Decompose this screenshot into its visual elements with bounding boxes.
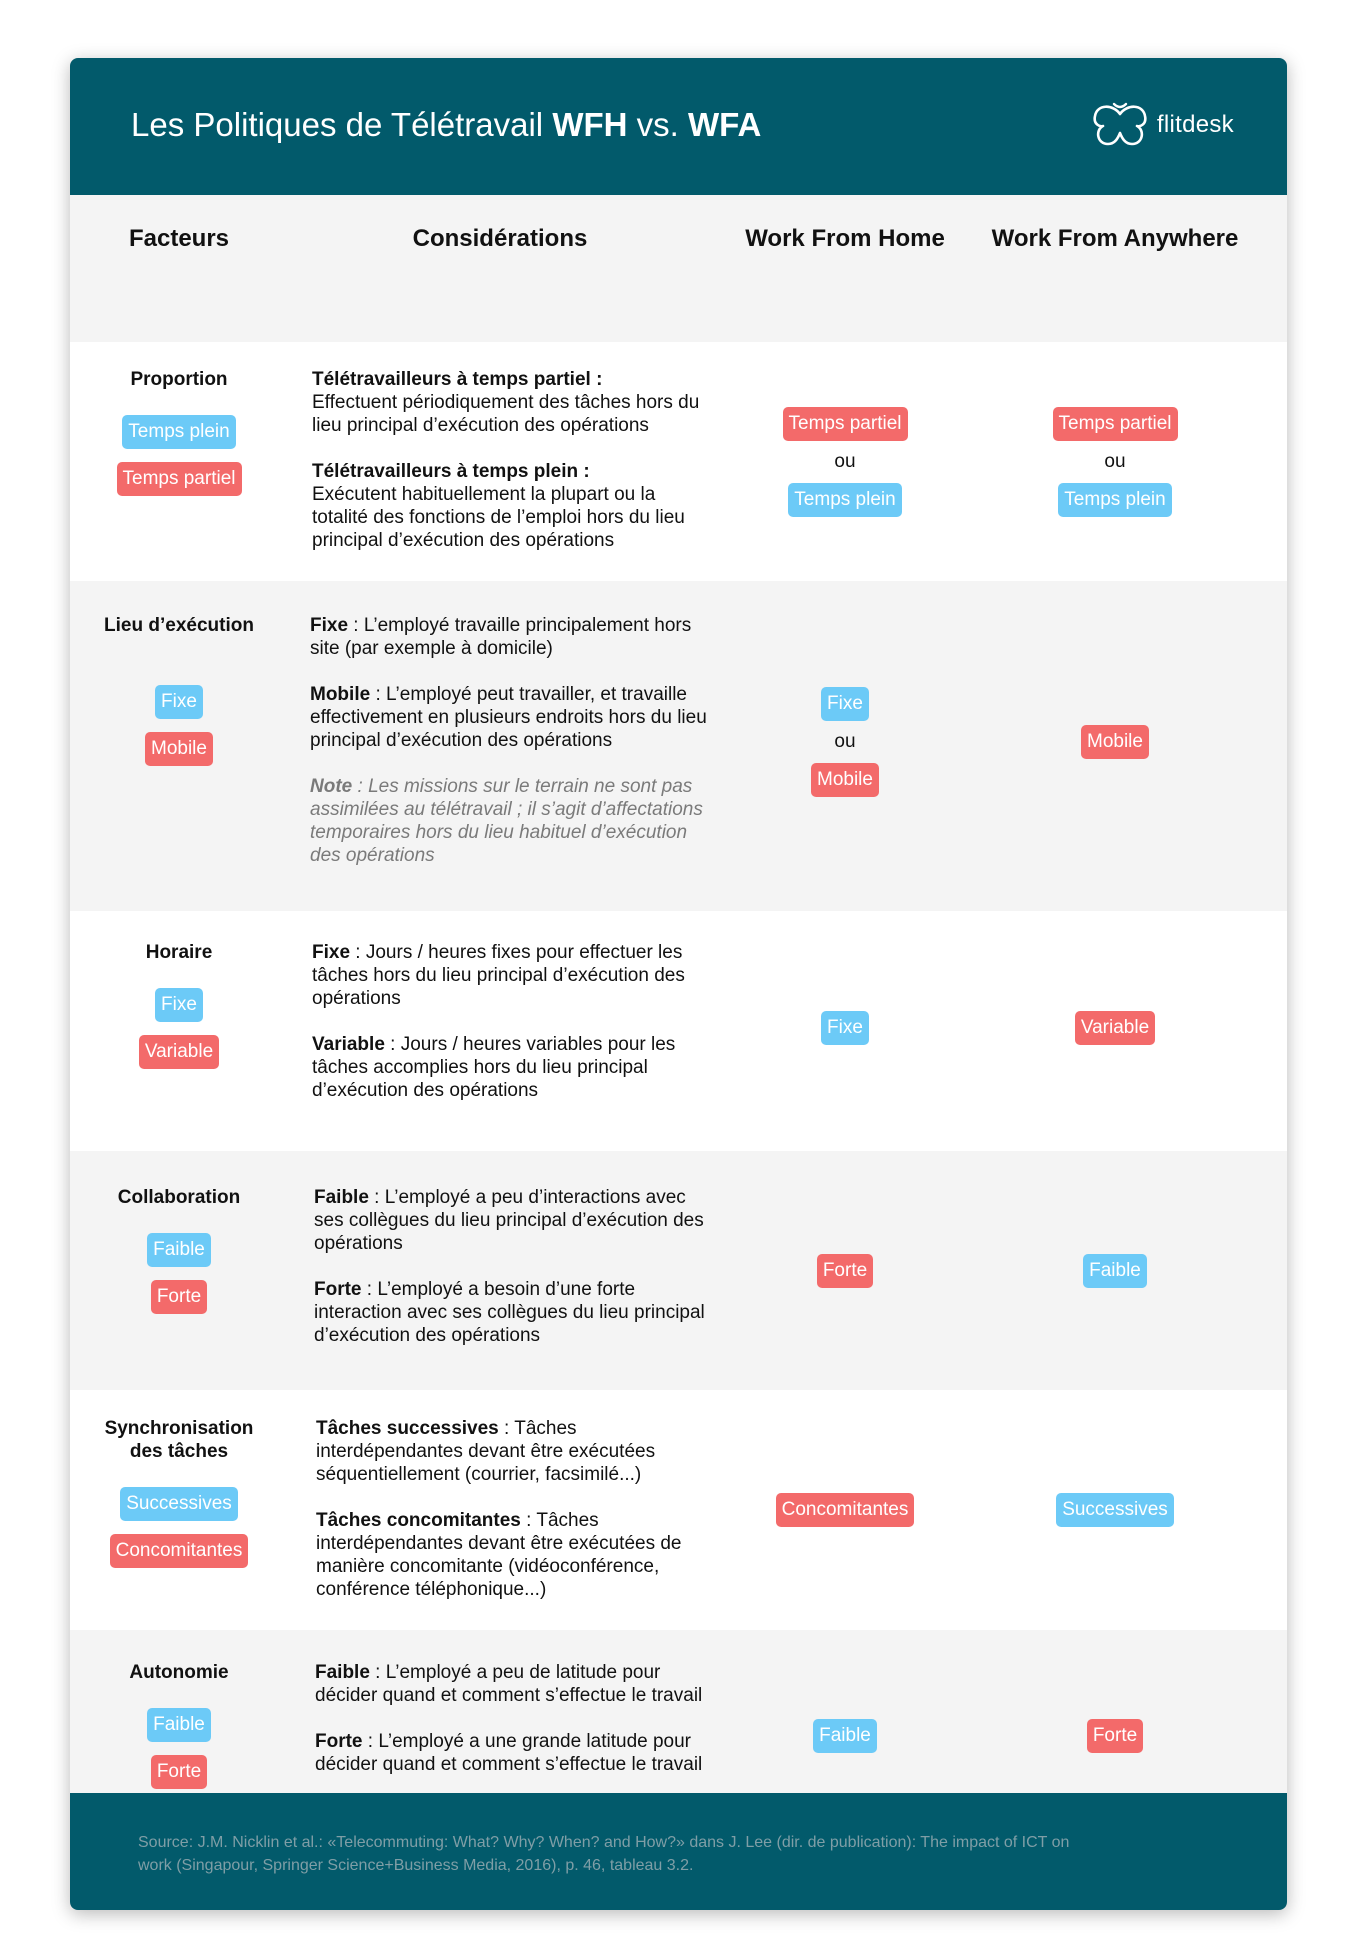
wfa-cell: [980, 1254, 1250, 1288]
factor-cell: [70, 941, 288, 1069]
factor-cell: [70, 1661, 288, 1789]
col-header-factors: Facteurs: [128, 225, 230, 252]
consideration-item: Fixe : L’employé travaille principalement hors site (par exemple à domicile): [310, 615, 692, 659]
considerations-cell: [315, 1661, 715, 1776]
considerations-cell: [310, 614, 710, 867]
page-title: Les Politiques de Télétravail WFH vs. WFA: [131, 106, 762, 143]
considerations-cell: [316, 1417, 716, 1601]
factor-pill: Successives: [120, 1487, 238, 1521]
factor-pill: Temps plein: [122, 415, 235, 449]
factor-pill: Variable: [139, 1035, 219, 1069]
wfa-value-pill: Faible: [1083, 1254, 1147, 1288]
source-citation: Source: J.M. Nicklin et al.: «Telecommuting: What? Why? When? and How?» dans J. Lee (dir. de publication): The impact of ICT on work (Singapour, Springer Science+Business Media, 2016), p. 46, tableau 3.2.: [138, 1834, 1070, 1874]
flitdesk-logo-icon: [1091, 100, 1149, 150]
wfh-value-pill: Fixe: [821, 1011, 869, 1045]
factor-name: Synchronisation des tâches: [104, 1418, 254, 1462]
factor-pill: Fixe: [155, 685, 203, 719]
factor-name: Lieu d’exécution: [104, 615, 254, 636]
wfh-value-pill: Concomitantes: [776, 1493, 915, 1527]
consideration-item: Forte : L’employé a une grande latitude pour décider quand et comment s’effectue le travail: [315, 1731, 703, 1775]
wfh-cell: [710, 1254, 980, 1288]
considerations-cell: [312, 368, 712, 552]
wfa-cell: [980, 1493, 1250, 1527]
wfh-cell: [710, 1719, 980, 1753]
wfa-value-pill: Temps partiel: [1053, 407, 1178, 441]
consideration-item: Tâches successives : Tâches interdépendantes devant être exécutées séquentiellement (courrier, facsimilé...): [316, 1418, 656, 1485]
wfh-value-pill: Temps partiel: [783, 407, 908, 441]
factor-pill: Forte: [151, 1280, 207, 1314]
wfh-value-pill: Forte: [817, 1254, 873, 1288]
brand-logo: [1091, 100, 1234, 150]
consideration-item: Forte : L’employé a besoin d’une forte interaction avec ses collègues du lieu principal d’exécution des opérations: [314, 1279, 705, 1346]
wfh-cell: [710, 407, 980, 517]
col-header-wfa: Work From Anywhere: [991, 225, 1239, 252]
factor-name: Horaire: [145, 942, 213, 963]
wfa-value-pill: Successives: [1056, 1493, 1174, 1527]
table-row: [70, 1390, 1287, 1630]
table-row: [70, 1630, 1287, 1793]
wfa-cell: [980, 1719, 1250, 1753]
consideration-item: Variable : Jours / heures variables pour les tâches accomplies hors du lieu principal d’exécution des opérations: [312, 1034, 676, 1101]
consideration-item: Télétravailleurs à temps plein : Exécutent habituellement la plupart ou la totalité des fonctions de l’emploi hors du lieu principal d’exécution des opérations: [312, 461, 685, 551]
table-row: [70, 581, 1287, 911]
factor-pill: Faible: [147, 1233, 211, 1267]
consideration-note: Note : Les missions sur le terrain ne sont pas assimilées au télétravail ; il s’agit d’affectations temporaires hors du lieu habituel d’exécution des opérations: [310, 776, 703, 866]
wfa-cell: [980, 407, 1250, 517]
factor-name: Collaboration: [117, 1187, 241, 1208]
wfh-cell: [710, 687, 980, 797]
column-headers: [70, 195, 1287, 342]
factor-cell: [70, 368, 288, 496]
col-header-wfh: Work From Home: [745, 225, 945, 252]
footer: [70, 1793, 1287, 1910]
wfh-cell: [710, 1011, 980, 1045]
consideration-item: Faible : L’employé a peu d’interactions avec ses collègues du lieu principal d’exécution des opérations: [314, 1187, 704, 1254]
considerations-cell: [314, 1186, 714, 1347]
col-header-considerations: Considérations: [412, 225, 588, 252]
table-row: [70, 1151, 1287, 1390]
factor-pill: Faible: [147, 1708, 211, 1742]
consideration-item: Télétravailleurs à temps partiel : Effectuent périodiquement des tâches hors du lieu principal d’exécution des opérations: [312, 369, 700, 436]
factor-name: Autonomie: [129, 1662, 229, 1683]
factor-cell: [70, 1417, 288, 1568]
wfa-cell: [980, 725, 1250, 759]
consideration-item: Tâches concomitantes : Tâches interdépendantes devant être exécutées de manière concomitante (vidéoconférence, conférence téléphonique...): [316, 1510, 682, 1600]
factor-cell: [70, 1186, 288, 1314]
factor-name: Proportion: [130, 369, 228, 390]
table-row: [70, 911, 1287, 1151]
or-label: ou: [1104, 451, 1126, 472]
wfa-value-pill: Temps plein: [1058, 483, 1171, 517]
factor-cell: [70, 614, 288, 766]
factor-pill: Temps partiel: [117, 462, 242, 496]
wfa-cell: [980, 1011, 1250, 1045]
brand-name: flitdesk: [1156, 111, 1234, 138]
factor-pill: Mobile: [145, 732, 213, 766]
wfh-value-pill: Mobile: [811, 763, 879, 797]
table-row: [70, 342, 1287, 581]
consideration-item: Mobile : L’employé peut travailler, et travaille effectivement en plusieurs endroits hors du lieu principal d’exécution des opérations: [310, 684, 707, 751]
wfh-value-pill: Fixe: [821, 687, 869, 721]
consideration-item: Fixe : Jours / heures fixes pour effectuer les tâches hors du lieu principal d’exécution des opérations: [312, 942, 685, 1009]
wfh-value-pill: Temps plein: [788, 483, 901, 517]
or-label: ou: [834, 731, 856, 752]
considerations-cell: [312, 941, 712, 1102]
wfa-value-pill: Variable: [1075, 1011, 1155, 1045]
wfh-cell: [710, 1493, 980, 1527]
policy-card: [70, 58, 1287, 1910]
wfh-value-pill: Faible: [813, 1719, 877, 1753]
wfa-value-pill: Mobile: [1081, 725, 1149, 759]
factor-pill: Concomitantes: [110, 1534, 249, 1568]
header: [70, 58, 1287, 195]
or-label: ou: [834, 451, 856, 472]
wfa-value-pill: Forte: [1087, 1719, 1143, 1753]
factor-pill: Fixe: [155, 988, 203, 1022]
consideration-item: Faible : L’employé a peu de latitude pour décider quand et comment s’effectue le travail: [315, 1662, 703, 1706]
factor-pill: Forte: [151, 1755, 207, 1789]
